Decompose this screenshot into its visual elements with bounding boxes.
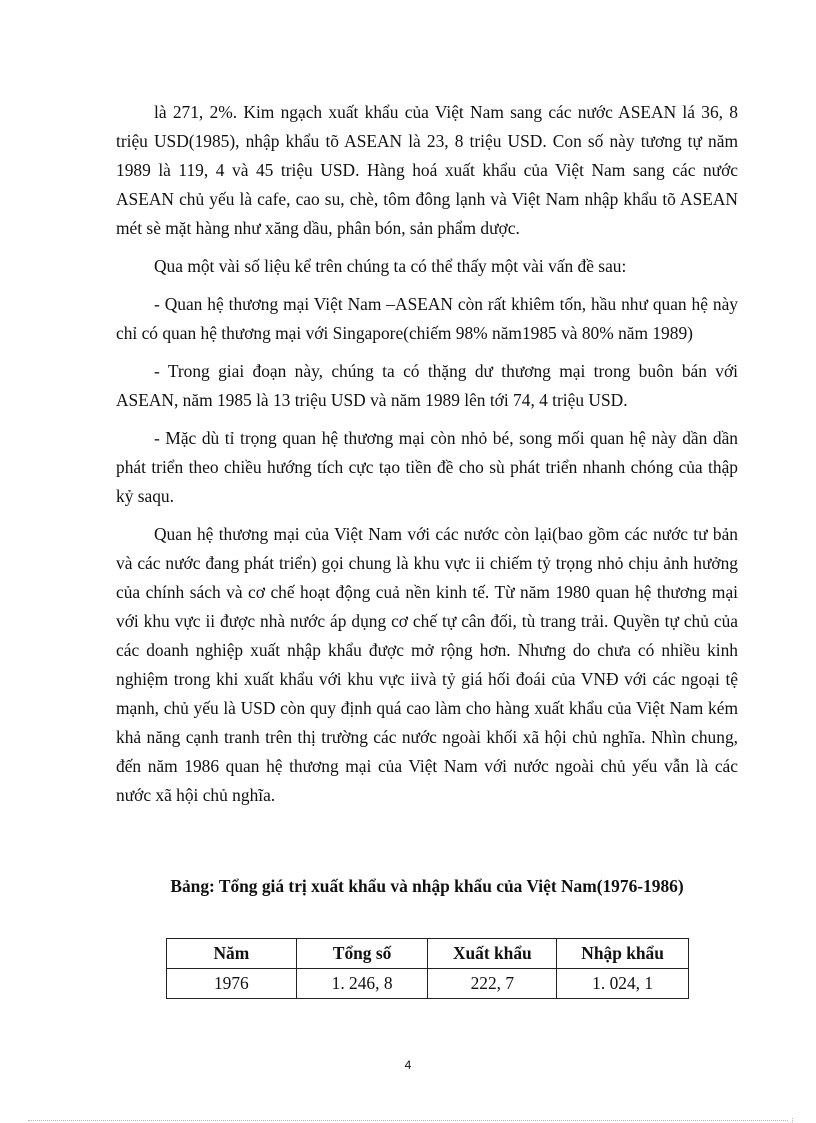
table-row (167, 969, 689, 999)
page-number: 4 (404, 1058, 412, 1072)
paragraph-summary: Qua một vài số liệu kể trên chúng ta có thể thấy một vài vấn đề sau: (154, 256, 627, 276)
paragraph-region-ii: Quan hệ thương mại của Việt Nam với các nước còn lại(bao gồm các nước tư bản và các nước đang phát triển) gọi chung là khu vực ii chiếm tỷ trọng nhỏ chịu ảnh hưởng của chính sách và cơ chế hoạt động cuả nền kinh tế. Từ năm 1980 quan hệ thương mại với khu vực ii được nhà nước áp dụng cơ chế tự cân đối, tù trang trải. Quyền tự chủ của các doanh nghiệp xuất nhập khẩu được mở rộng hơn. Nhưng do chưa có nhiều kinh nghiệm trong khi xuất khẩu với khu vực iivà tỷ giá hối đoái của VNĐ với các ngoại tệ mạnh, chủ yếu là USD còn quy định quá cao làm cho hàng xuất khẩu của Việt Nam kém khả năng cạnh tranh trên thị trường các nước ngoài khối xã hội chủ nghĩa. Nhìn chung, đến năm 1986 quan hệ thương mại của Việt Nam với nước ngoài chủ yếu vẫn là các nước xã hội chủ nghĩa. (116, 524, 738, 805)
cell-year: 1976 (167, 969, 297, 999)
header-export: Xuất khẩu (428, 939, 557, 969)
paragraph-point-3: - Mặc dù tỉ trọng quan hệ thương mại còn nhỏ bé, song mối quan hệ này dần dần phát triển theo chiều hướng tích cực tạo tiền đề cho sù phát triển nhanh chóng của thập kỷ saqu. (116, 428, 738, 506)
paragraph-point-1: - Quan hệ thương mại Việt Nam –ASEAN còn rất khiêm tốn, hầu như quan hệ này chỉ có quan hệ thương mại với Singapore(chiếm 98% năm1985 và 80% năm 1989) (116, 294, 738, 343)
cell-export: 222, 7 (428, 969, 557, 999)
table-caption: Bảng: Tổng giá trị xuất khẩu và nhập khẩu của Việt Nam(1976-1986) (170, 876, 684, 896)
cell-import: 1. 024, 1 (557, 969, 689, 999)
paragraph-point-2: - Trong giai đoạn này, chúng ta có thặng dư thương mại trong buôn bán với ASEAN, năm 1985 là 13 triệu USD và năm 1989 lên tới 74, 4 triệu USD. (116, 361, 738, 410)
header-import: Nhập khẩu (557, 939, 689, 969)
document-body (116, 98, 738, 819)
page-bottom-divider (28, 1120, 788, 1121)
paragraph-intro: là 271, 2%. Kim ngạch xuất khẩu của Việt Nam sang các nước ASEAN lá 36, 8 triệu USD(1985), nhập khẩu tõ ASEAN là 23, 8 triệu USD. Con số này tương tự năm 1989 là 119, 4 và 45 triệu USD. Hàng hoá xuất khẩu của Việt Nam sang các nước ASEAN chủ yếu là cafe, cao su, chè, tôm đông lạnh và Việt Nam nhập khẩu tõ ASEAN mét sè mặt hàng như xăng dầu, phân bón, sản phẩm dược. (116, 102, 738, 238)
header-total: Tổng số (296, 939, 428, 969)
cell-total: 1. 246, 8 (296, 969, 428, 999)
table-header-row (167, 939, 689, 969)
page-corner-marker (792, 1118, 793, 1123)
header-year: Năm (167, 939, 297, 969)
trade-table (166, 938, 689, 999)
